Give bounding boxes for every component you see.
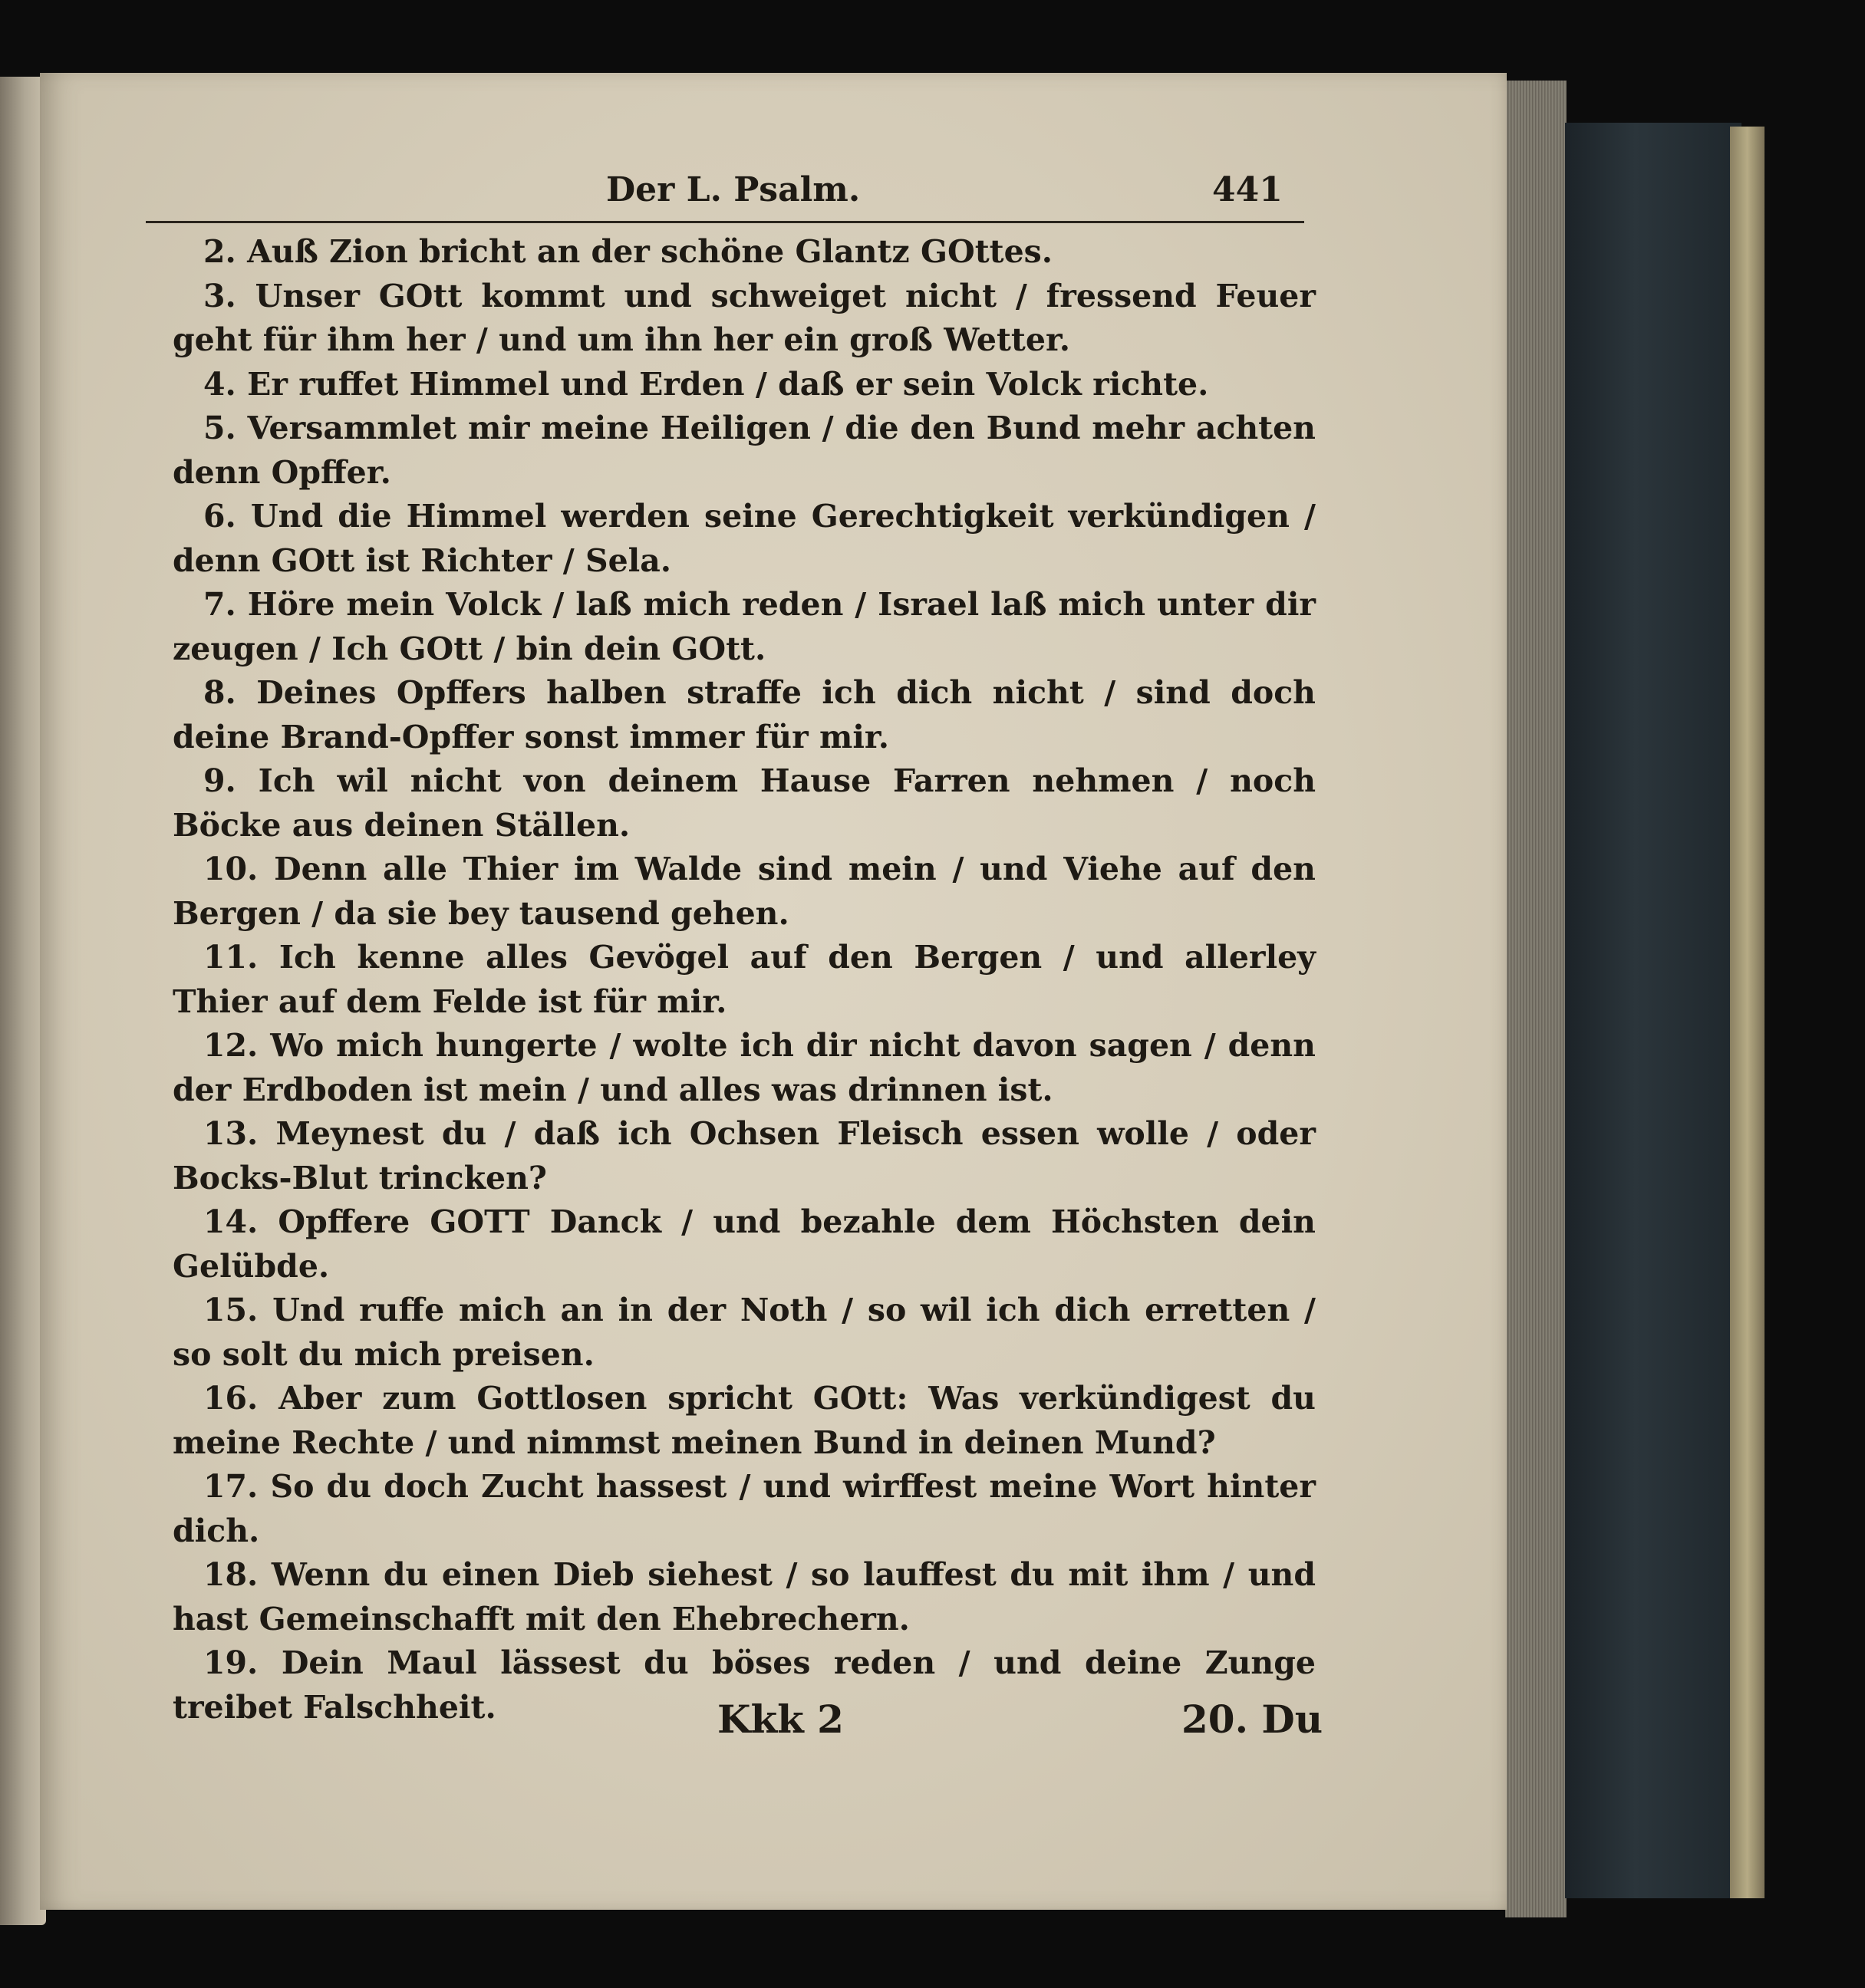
verse-19: 19. Dein Maul lässest du böses reden / und deine Zunge treibet Falschheit. bbox=[173, 1644, 1316, 1726]
page-block-edge bbox=[1505, 81, 1567, 1917]
page-number: 441 bbox=[1212, 170, 1283, 209]
verse-16: 16. Aber zum Gottlosen spricht GOtt: Was verkündigest du meine Rechte / und nimmst meinen Bund in deinen Mund? bbox=[173, 1380, 1316, 1461]
signature-mark: Kkk 2 bbox=[717, 1697, 844, 1742]
verse-12: 12. Wo mich hungerte / wolte ich dir nicht davon sagen / denn der Erdboden ist mein / und alles was drinnen ist. bbox=[173, 1027, 1316, 1108]
verse-6: 6. Und die Himmel werden seine Gerechtigkeit verkündigen / denn GOtt ist Richter / Sela. bbox=[173, 498, 1316, 579]
book-board bbox=[1730, 127, 1765, 1898]
verse-7: 7. Höre mein Volck / laß mich reden / Israel laß mich unter dir zeugen / Ich GOtt / bin dein GOtt. bbox=[173, 586, 1316, 667]
verse-18: 18. Wenn du einen Dieb siehest / so lauffest du mit ihm / und hast Gemeinschafft mit den Ehebrechern. bbox=[173, 1556, 1316, 1637]
verse-5: 5. Versammlet mir meine Heiligen / die den Bund mehr achten denn Opffer. bbox=[173, 410, 1316, 491]
header-rule bbox=[146, 221, 1304, 223]
verse-3: 3. Unser GOtt kommt und schweiget nicht / fressend Feuer geht für ihm her / und um ihn her ein groß Wetter. bbox=[173, 277, 1316, 358]
verse-2: 2. Auß Zion bricht an der schöne Glantz GOttes. bbox=[203, 233, 1053, 270]
verse-13: 13. Meynest du / daß ich Ochsen Fleisch essen wolle / oder Bocks-Blut trincken? bbox=[173, 1115, 1316, 1196]
verse-4: 4. Er ruffet Himmel und Erden / daß er sein Volck richte. bbox=[203, 365, 1209, 403]
verse-8: 8. Deines Opffers halben straffe ich dich nicht / sind doch deine Brand-Opffer sonst immer für mir. bbox=[173, 674, 1316, 755]
book-cover-edge bbox=[1565, 123, 1741, 1898]
verse-15: 15. Und ruffe mich an in der Noth / so wil ich dich erretten / so solt du mich preisen. bbox=[173, 1292, 1316, 1373]
psalm-text bbox=[173, 230, 1316, 1730]
verse-17: 17. So du doch Zucht hassest / und wirffest meine Wort hinter dich. bbox=[173, 1468, 1316, 1549]
verse-14: 14. Opffere GOTT Danck / und bezahle dem Höchsten dein Gelübde. bbox=[173, 1203, 1316, 1285]
verse-9: 9. Ich wil nicht von deinem Hause Farren nehmen / noch Böcke aus deinen Ställen. bbox=[173, 762, 1316, 844]
verse-11: 11. Ich kenne alles Gevögel auf den Bergen / und allerley Thier auf dem Felde ist für mir. bbox=[173, 939, 1316, 1020]
left-page-edge bbox=[0, 77, 46, 1925]
verse-10: 10. Denn alle Thier im Walde sind mein / und Viehe auf den Bergen / da sie bey tausend gehen. bbox=[173, 851, 1316, 932]
running-title: Der L. Psalm. bbox=[606, 170, 861, 209]
catchword: 20. Du bbox=[1181, 1697, 1323, 1742]
